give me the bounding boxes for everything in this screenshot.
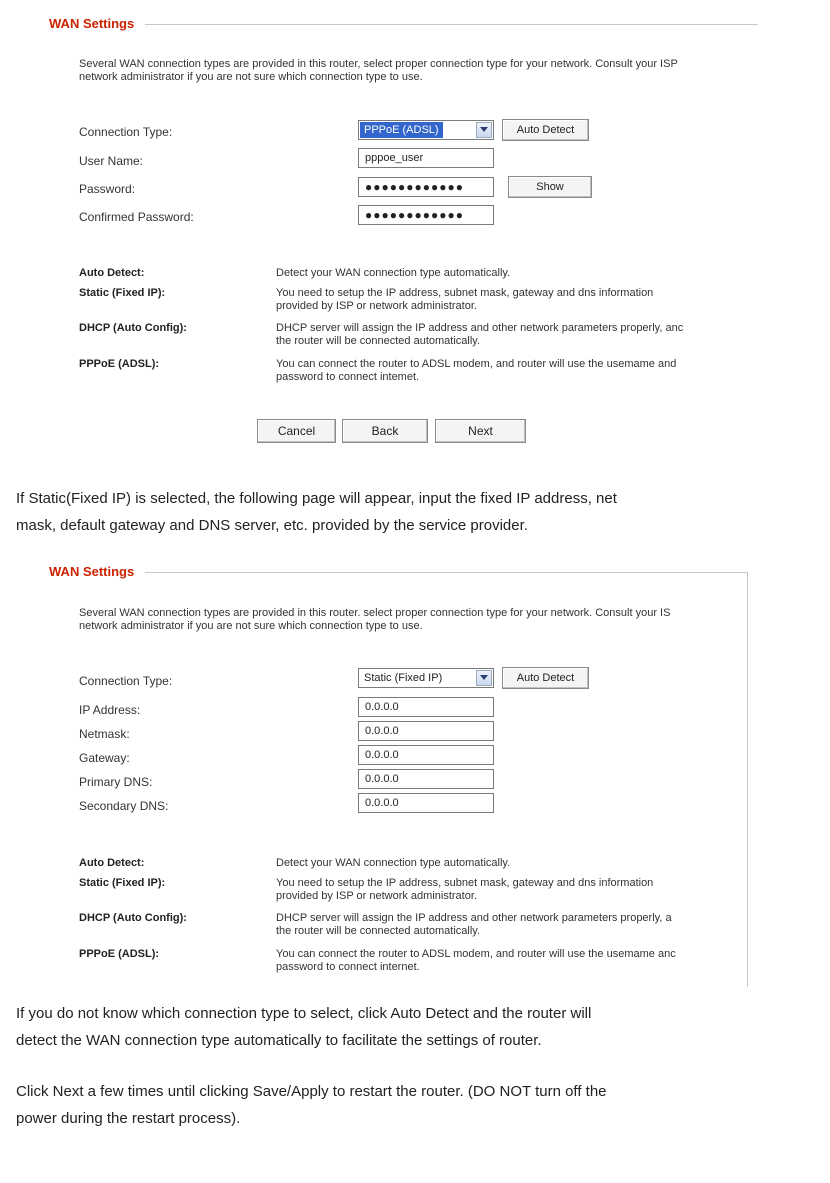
help-desc: Detect your WAN connection type automatically.: [276, 857, 511, 869]
selected-option: Static (Fixed IP): [364, 672, 443, 684]
help-term: DHCP (Auto Config):: [79, 322, 187, 334]
password-label: Password:: [79, 182, 136, 196]
intro-text: Several WAN connection types are provided in this router. select proper connection type for your network. Consult your IS: [79, 607, 671, 619]
username-label: User Name:: [79, 154, 144, 168]
gateway-label: Gateway:: [79, 751, 130, 765]
connection-type-label: Connection Type:: [79, 125, 173, 139]
help-term: PPPoE (ADSL):: [79, 948, 160, 960]
auto-detect-button[interactable]: Auto Detect: [502, 119, 589, 141]
help-term: Static (Fixed IP):: [79, 287, 166, 299]
help-term: DHCP (Auto Config):: [79, 912, 187, 924]
connection-type-select[interactable]: [358, 668, 494, 688]
chevron-down-icon[interactable]: [476, 670, 492, 686]
intro-text: Several WAN connection types are provided in this router, select proper connection type for your network. Consult your ISP: [79, 58, 678, 70]
netmask-input[interactable]: 0.0.0.0: [358, 721, 494, 741]
doc-paragraph: If you do not know which connection type to select, click Auto Detect and the router will: [16, 1005, 592, 1022]
panel-border: [747, 572, 748, 987]
back-button[interactable]: Back: [342, 419, 428, 443]
help-desc: the router will be connected automatically.: [276, 925, 481, 937]
panel-title: WAN Settings: [49, 16, 135, 31]
help-desc: password to connect internet.: [276, 961, 420, 973]
doc-paragraph: power during the restart process).: [16, 1110, 241, 1127]
doc-paragraph: detect the WAN connection type automatically to facilitate the settings of router.: [16, 1032, 542, 1049]
help-desc: You need to setup the IP address, subnet mask, gateway and dns information: [276, 877, 654, 889]
help-desc: the router will be connected automatically.: [276, 335, 481, 347]
secondary-dns-input[interactable]: 0.0.0.0: [358, 793, 494, 813]
show-password-button[interactable]: Show: [508, 176, 592, 198]
confirm-password-label: Confirmed Password:: [79, 210, 194, 224]
username-input[interactable]: pppoe_user: [358, 148, 494, 168]
chevron-down-icon[interactable]: [476, 122, 492, 138]
panel-title: WAN Settings: [49, 564, 135, 579]
help-term: PPPoE (ADSL):: [79, 358, 160, 370]
primary-dns-label: Primary DNS:: [79, 775, 153, 789]
panel-border: [145, 24, 758, 25]
panel-border: [145, 572, 747, 573]
help-desc: password to connect intemet.: [276, 371, 420, 383]
next-button[interactable]: Next: [435, 419, 526, 443]
ip-address-input[interactable]: 0.0.0.0: [358, 697, 494, 717]
help-term: Static (Fixed IP):: [79, 877, 166, 889]
help-term: Auto Detect:: [79, 857, 145, 869]
intro-text: network administrator if you are not sure which connection type to use.: [79, 620, 423, 632]
connection-type-select[interactable]: [358, 120, 494, 140]
cancel-button[interactable]: Cancel: [257, 419, 336, 443]
doc-paragraph: mask, default gateway and DNS server, etc. provided by the service provider.: [16, 517, 528, 534]
netmask-label: Netmask:: [79, 727, 130, 741]
help-desc: DHCP server will assign the IP address and other network parameters properly, a: [276, 912, 672, 924]
help-desc: You can connect the router to ADSL modem, and router will use the usemame and: [276, 358, 677, 370]
help-term: Auto Detect:: [79, 267, 145, 279]
help-desc: You need to setup the IP address, subnet mask, gateway and dns information: [276, 287, 654, 299]
confirm-password-input[interactable]: ●●●●●●●●●●●●: [358, 205, 494, 225]
doc-paragraph: If Static(Fixed IP) is selected, the following page will appear, input the fixed IP address, net: [16, 490, 617, 507]
gateway-input[interactable]: 0.0.0.0: [358, 745, 494, 765]
help-desc: DHCP server will assign the IP address and other network parameters properly, anc: [276, 322, 684, 334]
ip-address-label: IP Address:: [79, 703, 141, 717]
connection-type-label: Connection Type:: [79, 674, 173, 688]
intro-text: network administrator if you are not sure which connection type to use.: [79, 71, 423, 83]
password-input[interactable]: ●●●●●●●●●●●●: [358, 177, 494, 197]
selected-option: PPPoE (ADSL): [360, 122, 443, 138]
help-desc: provided by ISP or network administrator.: [276, 890, 477, 902]
help-desc: Detect your WAN connection type automatically.: [276, 267, 511, 279]
secondary-dns-label: Secondary DNS:: [79, 799, 169, 813]
help-desc: You can connect the router to ADSL modem, and router will use the usemame anc: [276, 948, 676, 960]
help-desc: provided by ISP or network administrator.: [276, 300, 477, 312]
primary-dns-input[interactable]: 0.0.0.0: [358, 769, 494, 789]
doc-paragraph: Click Next a few times until clicking Save/Apply to restart the router. (DO NOT turn off the: [16, 1083, 607, 1100]
auto-detect-button[interactable]: Auto Detect: [502, 667, 589, 689]
